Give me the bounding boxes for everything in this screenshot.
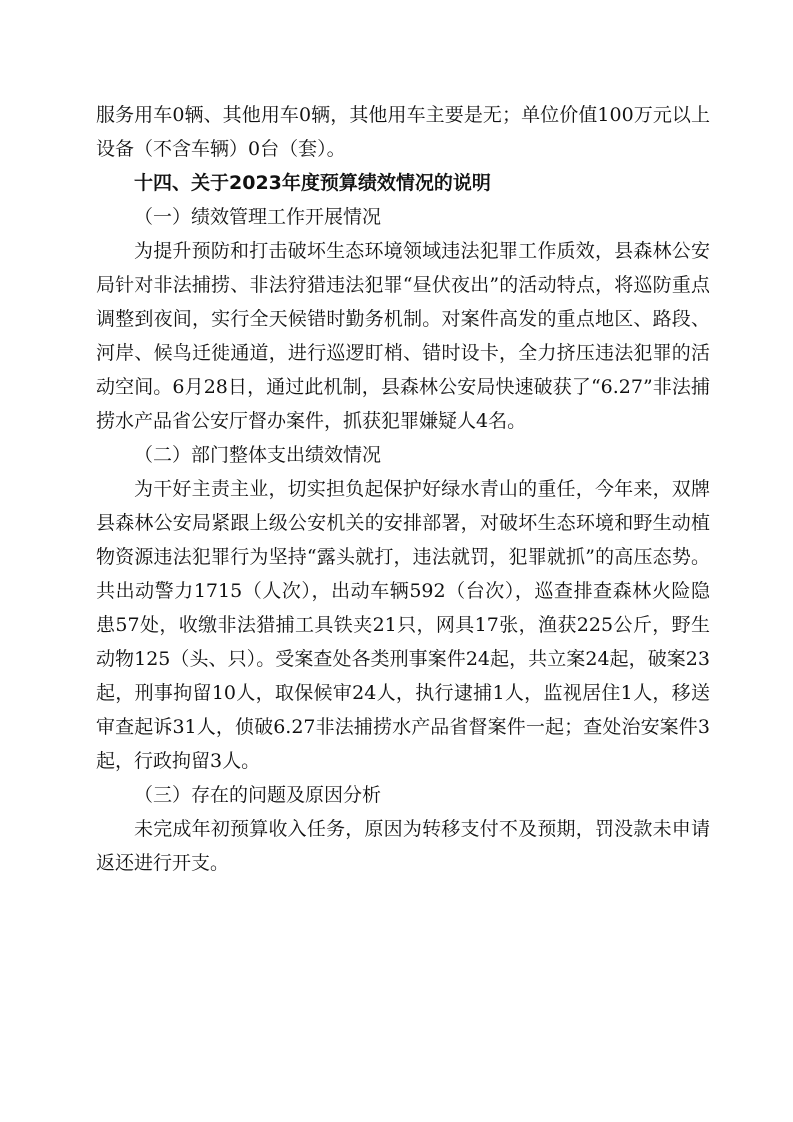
paragraph-overall-expenditure: 为干好主责主业，切实担负起保护好绿水青山的重任，今年来，双牌县森林公安局紧跟上级公安机关的安排部署，对破坏生态环境和野生动植物资源违法犯罪行为坚持“露头就打，违法就罚，犯罪就抓”的高压态势。共出动警力1715（人次），出动车辆592（台次），巡查排查森林火险隐患57处，收缴非法猎捕工具铁夹21只，网具17张，渔获225公斤，野生动物125（头、只）。受案查处各类刑事案件24起，共立案24起，破案23起，刑事拘留10人，取保候审24人，执行逮捕1人，监视居住1人，移送审查起诉31人，侦破6.27非法捕捞水产品省督案件一起；查处治安案件3起，行政拘留3人。: [96, 478, 710, 772]
subsection-heading-1: （一）绩效管理工作开展情况: [134, 206, 382, 228]
paragraph-problems-analysis: 未完成年初预算收入任务，原因为转移支付不及预期，罚没款未申请返还进行开支。: [96, 818, 710, 874]
subsection-heading-2: （二）部门整体支出绩效情况: [134, 444, 382, 466]
subsection-heading-3: （三）存在的问题及原因分析: [134, 784, 382, 806]
paragraph-continued: 服务用车0辆、其他用车0辆，其他用车主要是无；单位价值100万元以上设备（不含车辆）0台（套）。: [96, 104, 710, 160]
section-heading: 十四、关于2023年度预算绩效情况的说明: [134, 172, 491, 194]
document-body: [96, 98, 710, 880]
paragraph-performance-management: 为提升预防和打击破坏生态环境领域违法犯罪工作质效，县森林公安局针对非法捕捞、非法狩猎违法犯罪“昼伏夜出”的活动特点，将巡防重点调整到夜间，实行全天候错时勤务机制。对案件高发的重点地区、路段、河岸、候鸟迁徙通道，进行巡逻盯梢、错时设卡，全力挤压违法犯罪的活动空间。6月28日，通过此机制，县森林公安局快速破获了“6.27”非法捕捞水产品省公安厅督办案件，抓获犯罪嫌疑人4名。: [96, 240, 710, 432]
